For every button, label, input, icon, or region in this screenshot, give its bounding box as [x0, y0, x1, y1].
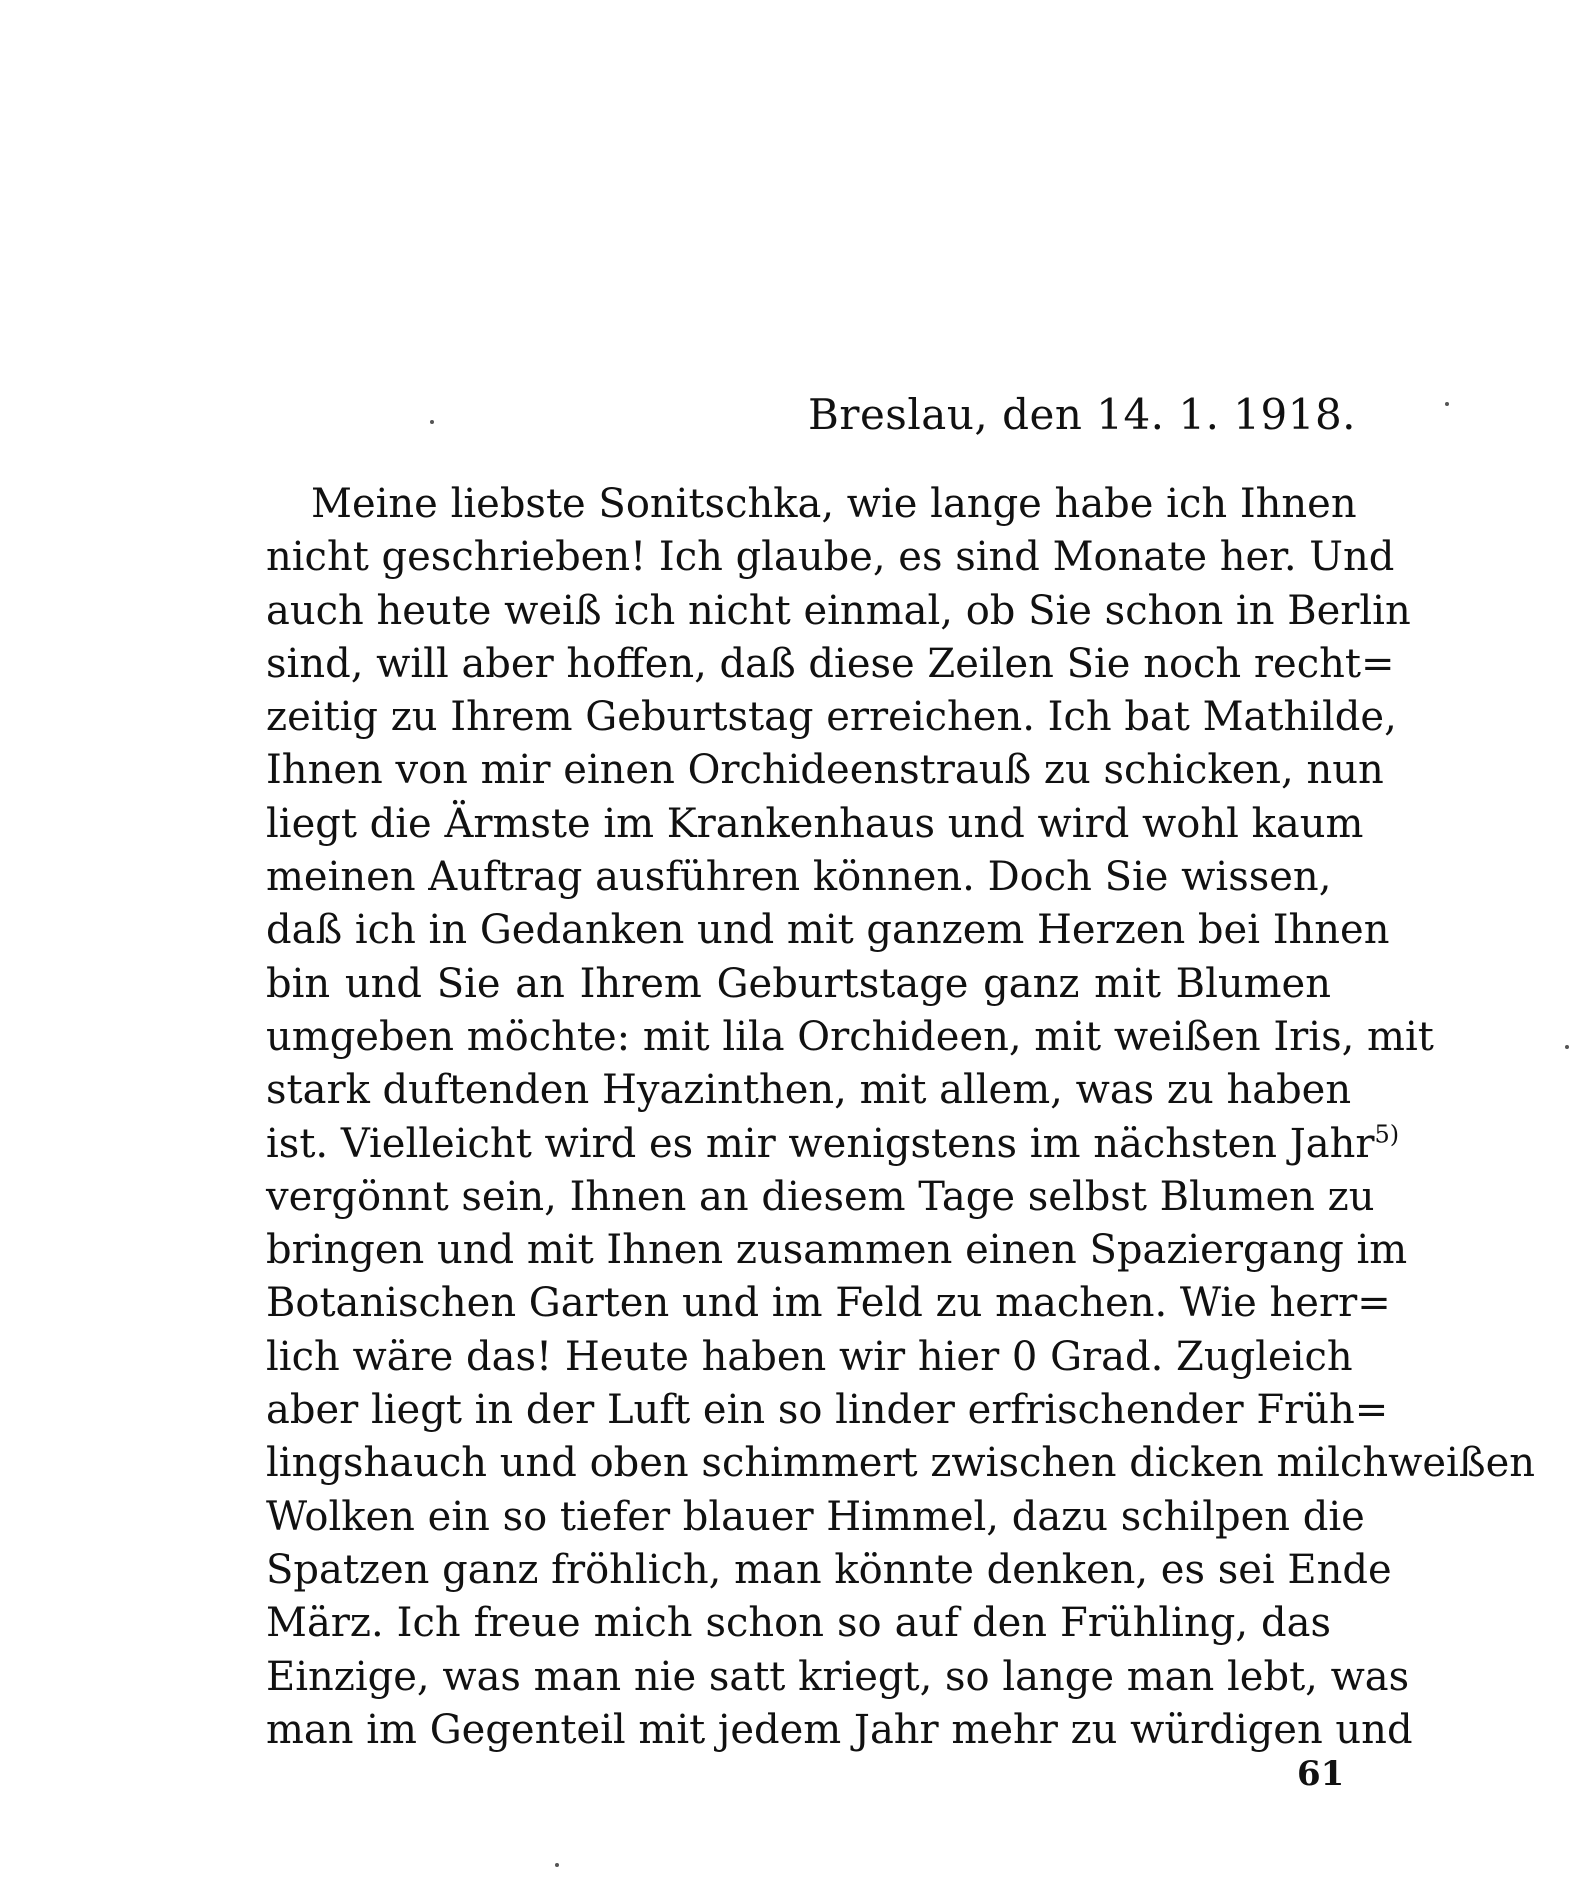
print-speck [430, 420, 434, 424]
text-line: sind, will aber hoffen, daß diese Zeilen Sie noch recht= [266, 640, 1395, 687]
text-line: bringen und mit Ihnen zusammen einen Spaziergang im [266, 1227, 1408, 1274]
text-line: vergönnt sein, Ihnen an diesem Tage selbst Blumen zu [266, 1173, 1375, 1220]
text-line: aber liegt in der Luft ein so linder erfrischender Früh= [266, 1387, 1389, 1434]
print-speck [555, 1863, 559, 1867]
text-line: daß ich in Gedanken und mit ganzem Herzen bei Ihnen [266, 907, 1390, 954]
text-line: stark duftenden Hyazinthen, mit allem, was zu haben [266, 1067, 1352, 1114]
text-line: umgeben möchte: mit lila Orchideen, mit weißen Iris, mit [266, 1013, 1434, 1060]
text-line: man im Gegenteil mit jedem Jahr mehr zu würdigen und [266, 1706, 1413, 1753]
text-line: lingshauch und oben schimmert zwischen dicken milchweißen [266, 1440, 1536, 1487]
text-line: Einzige, was man nie satt kriegt, so lange man lebt, was [266, 1653, 1410, 1700]
text-line: zeitig zu Ihrem Geburtstag erreichen. Ich bat Mathilde, [266, 694, 1397, 741]
text-line: Wolken ein so tiefer blauer Himmel, dazu schilpen die [266, 1493, 1365, 1540]
text-line: meinen Auftrag ausführen können. Doch Sie wissen, [266, 854, 1332, 901]
print-speck [1445, 402, 1449, 406]
letter-body [266, 478, 1536, 1757]
text-line: Ihnen von mir einen Orchideenstrauß zu schicken, nun [266, 747, 1384, 794]
page-number: 61 [1297, 1754, 1345, 1794]
print-speck [1565, 1045, 1569, 1049]
text-line: März. Ich freue mich schon so auf den Frühling, das [266, 1600, 1331, 1647]
text-line: auch heute weiß ich nicht einmal, ob Sie schon in Berlin [266, 587, 1411, 634]
text-line-content: ist. Vielleicht wird es mir wenigstens im nächsten Jahr [266, 1120, 1375, 1167]
text-line: bin und Sie an Ihrem Geburtstage ganz mit Blumen [266, 960, 1331, 1007]
text-line: Botanischen Garten und im Feld zu machen. Wie herr= [266, 1280, 1391, 1327]
text-line-with-footnote [266, 1118, 1400, 1171]
text-line: lich wäre das! Heute haben wir hier 0 Grad. Zugleich [266, 1333, 1353, 1380]
text-line: liegt die Ärmste im Krankenhaus und wird wohl kaum [266, 800, 1364, 847]
footnote-mark: 5) [1374, 1120, 1400, 1149]
letter-dateline: Breslau, den 14. 1. 1918. [808, 390, 1357, 439]
text-line: Spatzen ganz fröhlich, man könnte denken, es sei Ende [266, 1546, 1392, 1593]
text-line: Meine liebste Sonitschka, wie lange habe ich Ihnen [311, 481, 1357, 527]
text-line: nicht geschrieben! Ich glaube, es sind Monate her. Und [266, 534, 1395, 581]
